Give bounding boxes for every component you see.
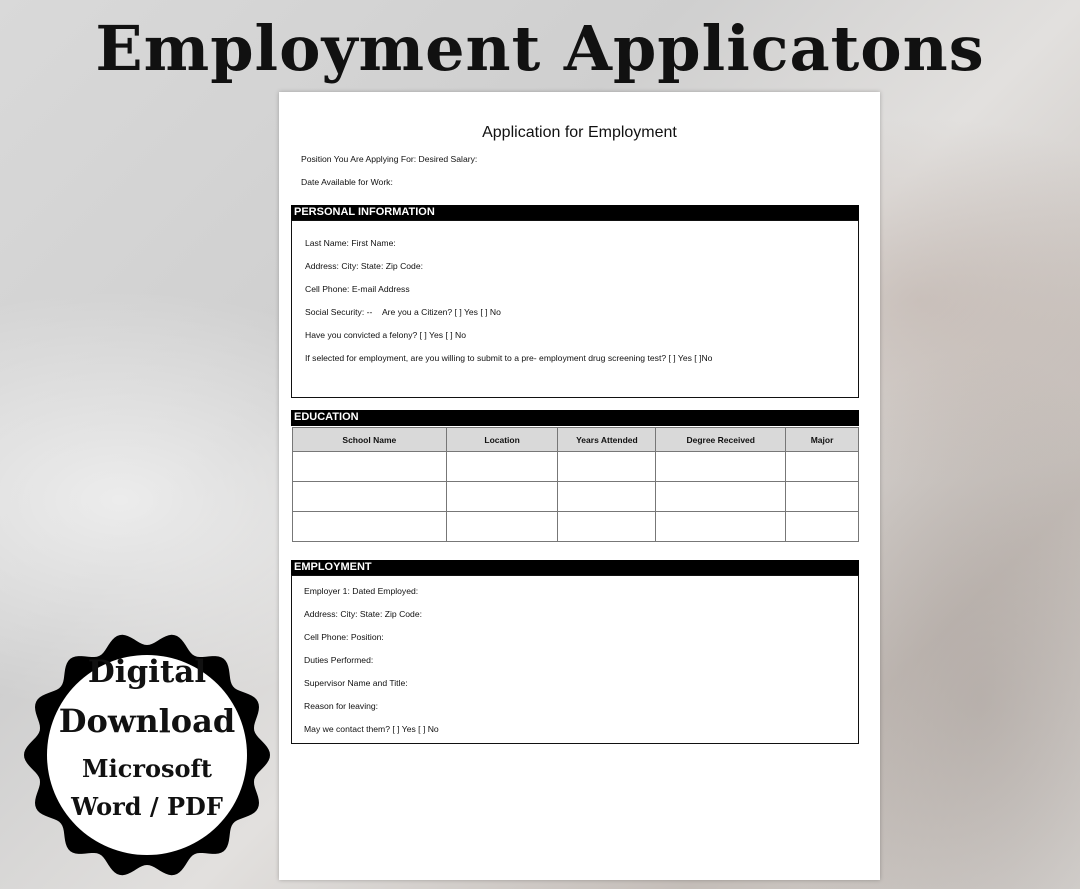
- duties-label: Duties Performed:: [304, 655, 374, 665]
- employer-zip-label: Zip Code:: [384, 609, 423, 619]
- zip-label: Zip Code:: [385, 261, 424, 271]
- table-row: [293, 512, 859, 542]
- citizen-question: Are you a Citizen? [ ] Yes [ ] No: [381, 307, 501, 317]
- table-cell: [293, 482, 447, 512]
- table-cell: [656, 512, 786, 542]
- education-header-row: [293, 428, 859, 452]
- supervisor-row: [304, 678, 408, 688]
- cell-phone-label: Cell Phone:: [305, 284, 350, 294]
- table-cell: [558, 512, 656, 542]
- table-cell: [656, 452, 786, 482]
- employer-phone-label: Cell Phone:: [304, 632, 349, 642]
- address-row: [305, 261, 423, 271]
- employment-box: [291, 575, 859, 744]
- table-cell: [786, 452, 859, 482]
- ssn-citizen-row: Social Security: -- Are you a Citizen? [ ] Yes [ ] No: [305, 307, 501, 317]
- headline-title: Employment Applicatons: [95, 12, 985, 85]
- supervisor-label: Supervisor Name and Title:: [304, 678, 408, 688]
- employer-address-row: [304, 609, 422, 619]
- badge-line-2: Download: [58, 702, 236, 740]
- felony-question: Have you convicted a felony? [ ] Yes [ ] No: [305, 330, 466, 340]
- desired-salary-label: Desired Salary:: [418, 154, 478, 164]
- last-name-label: Last Name:: [305, 238, 349, 248]
- badge-line-1: Digital: [87, 654, 207, 690]
- table-row: [293, 482, 859, 512]
- date-available-label: Date Available for Work:: [301, 177, 393, 187]
- state-label: State:: [360, 261, 384, 271]
- contact-question: May we contact them? [ ] Yes [ ] No: [304, 724, 439, 734]
- employer-label: Employer 1:: [304, 586, 350, 596]
- table-cell: [558, 482, 656, 512]
- column-header: Years Attended: [558, 428, 656, 452]
- employer-position-label: Position:: [350, 632, 384, 642]
- social-security-label: Social Security:: [305, 307, 365, 317]
- column-header: Degree Received: [656, 428, 786, 452]
- personal-info-heading: PERSONAL INFORMATION: [291, 205, 859, 220]
- column-header: Location: [446, 428, 558, 452]
- digital-download-badge: [22, 632, 272, 878]
- table-cell: [786, 512, 859, 542]
- table-row: [293, 452, 859, 482]
- employer-state-label: State:: [359, 609, 383, 619]
- phone-email-row: [305, 284, 410, 294]
- drug-test-question: If selected for employment, are you willing to submit to a pre- employment drug screening test? [ ] Yes [ ]No: [305, 353, 713, 363]
- employer-city-label: City:: [340, 609, 358, 619]
- table-cell: [446, 452, 558, 482]
- reason-row: [304, 701, 378, 711]
- column-header: Major: [786, 428, 859, 452]
- column-header: School Name: [293, 428, 447, 452]
- employment-heading: EMPLOYMENT: [291, 560, 859, 575]
- badge-line-4: Word / PDF: [71, 792, 223, 821]
- email-label: E-mail Address: [351, 284, 410, 294]
- employer-address-label: Address:: [304, 609, 338, 619]
- table-cell: [656, 482, 786, 512]
- document-title: Application for Employment: [482, 124, 677, 141]
- badge-line-3: Microsoft: [82, 754, 212, 783]
- table-cell: [558, 452, 656, 482]
- reason-label: Reason for leaving:: [304, 701, 379, 711]
- first-name-label: First Name:: [351, 238, 396, 248]
- education-heading: EDUCATION: [291, 410, 859, 426]
- employer-phone-row: [304, 632, 384, 642]
- position-row: [301, 154, 477, 164]
- date-available-row: [301, 177, 393, 187]
- table-cell: [293, 512, 447, 542]
- table-cell: [446, 482, 558, 512]
- table-cell: [786, 482, 859, 512]
- table-cell: [293, 452, 447, 482]
- education-table: [292, 427, 859, 542]
- city-label: City:: [341, 261, 359, 271]
- table-cell: [446, 512, 558, 542]
- application-document: [279, 92, 880, 880]
- duties-row: [304, 655, 373, 665]
- name-row: [305, 238, 396, 248]
- position-label: Position You Are Applying For:: [301, 154, 417, 164]
- dated-employed-label: Dated Employed:: [352, 586, 419, 596]
- address-label: Address:: [305, 261, 339, 271]
- employer-row: [304, 586, 418, 596]
